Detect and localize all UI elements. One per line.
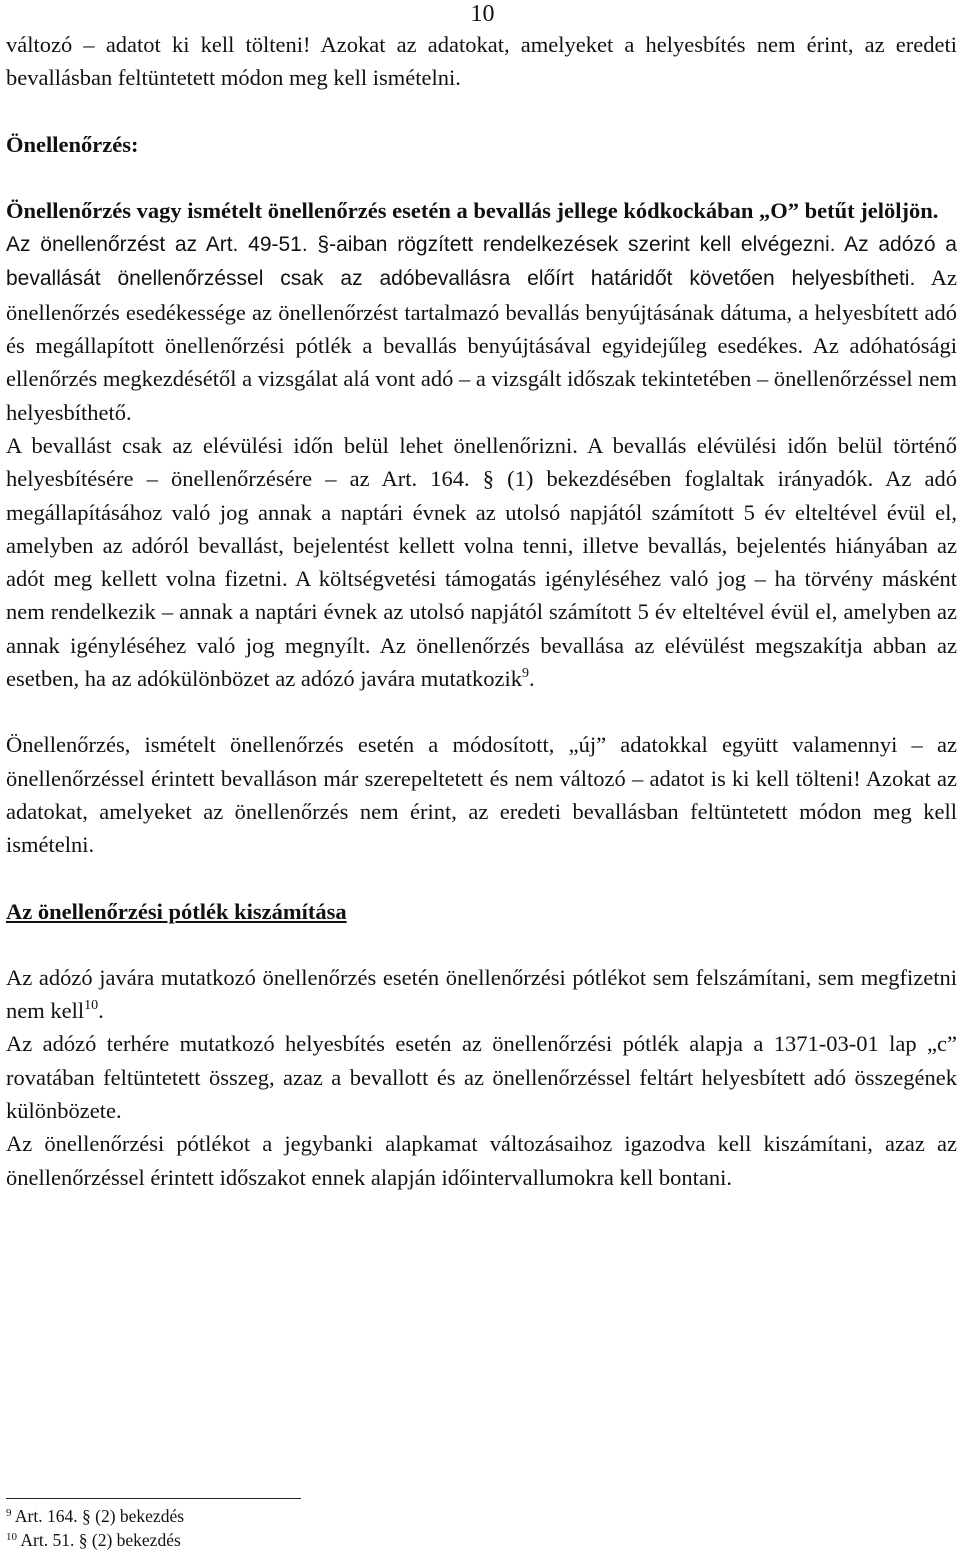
paragraph-esedekesseg-text: Az önellenőrzés esedékessége az önellenőrzést tartalmazó bevallás benyújtásának dátuma, a helyesbített adó és megállapított önellenőrzési pótlék a bevallás benyújtásával egyidejűleg esedékes. Az adóhatósági ellenőrzés megkezdésétől a vizsgálat alá vont adó – a vizsgált időszak tekintetében – önellenőrzéssel nem helyesbíthető.	[6, 265, 957, 425]
paragraph-javara	[6, 961, 957, 1028]
document-body	[6, 28, 957, 1194]
paragraph-elevules	[6, 429, 957, 695]
footnote-item	[6, 1528, 184, 1552]
page-number: 10	[470, 1, 495, 27]
heading-potlek-text: Az önellenőrzési pótlék kiszámítása	[6, 898, 347, 924]
footnotes	[6, 1504, 184, 1552]
paragraph-continuation: változó – adatot ki kell tölteni! Azokat az adatokat, amelyeket a helyesbítés nem érint, az eredeti bevallásban feltüntetett módon meg kell ismételni.	[6, 32, 957, 91]
paragraph-jelleg: Önellenőrzés vagy ismételt önellenőrzés esetén a bevallás jellege kódkockában „O” betűt jelöljön.	[6, 197, 939, 223]
footnote-text: Art. 51. § (2) bekezdés	[17, 1530, 181, 1550]
footnote-divider	[6, 1498, 301, 1499]
paragraph-javara-text: Az adózó javára mutatkozó önellenőrzés esetén önellenőrzési pótlékot sem felszámítani, sem megfizetni nem kell	[6, 964, 957, 1024]
paragraph-art-text: Az önellenőrzést az Art. 49-51. §-aiban rögzített rendelkezések szerint kell elvégezni. Az adózó a bevallását önellenőrzéssel csak az adóbevallásra előírt határidőt követően helyesbítheti.	[6, 233, 957, 291]
footnote-mark: 9	[6, 1507, 12, 1519]
paragraph-elevules-end: .	[529, 666, 535, 692]
footnote-text: Art. 164. § (2) bekezdés	[11, 1506, 185, 1526]
paragraph-alapkamat: Az önellenőrzési pótlékot a jegybanki alapkamat változásaihoz igazodva kell kiszámítani, azaz az önellenőrzéssel érintett időszakot ennek alapján időintervallumokra kell bontani.	[6, 1131, 957, 1190]
document-page	[6, 0, 957, 1559]
footnote-mark: 10	[6, 1531, 17, 1543]
footnote-ref-10[interactable]: 10	[84, 998, 99, 1014]
heading-potlek	[6, 895, 957, 928]
paragraph-esedekesseg	[6, 227, 957, 429]
footnote-item	[6, 1504, 184, 1528]
heading-onellenorzes: Önellenőrzés:	[6, 131, 139, 157]
footnote-ref-9[interactable]: 9	[522, 666, 530, 682]
paragraph-ismetelt: Önellenőrzés, ismételt önellenőrzés esetén a módosított, „új” adatokkal együtt valamennyi – az önellenőrzéssel érintett bevalláson már szerepeltetett és nem változó – adatot is ki kell tölteni! Azokat az adatokat, amelyeket az önellenőrzés nem érint, az eredeti bevallásban feltüntetett módon meg kell ismételni.	[6, 732, 957, 858]
paragraph-elevules-text: A bevallást csak az elévülési időn belül lehet önellenőrizni. A bevallás elévülési időn belül történő helyesbítésére – önellenőrzésére – az Art. 164. § (1) bekezdésében foglaltak irányadók. Az adó megállapításához való jog annak a naptári évnek az utolsó napjától számított 5 év elteltével évül el, amelyben az adóról bevallást, bejelentést kellett volna tenni, illetve bevallás, bejelentés hiányában az adót meg kellett volna fizetni. A költségvetési támogatás igényléséhez való jog – ha törvény másként nem rendelkezik – annak a naptári évnek az utolsó napjától számított 5 év elteltével évül el, amelyben az annak igényléséhez való jog megnyílt. Az önellenőrzés bevallása az elévülést megszakítja abban az esetben, ha az adókülönbözet az adózó javára mutatkozik	[6, 432, 957, 692]
paragraph-javara-end: .	[98, 998, 104, 1024]
paragraph-terhere: Az adózó terhére mutatkozó helyesbítés esetén az önellenőrzési pótlék alapja a 1371-03-01 lap „c” rovatában feltüntetett összeg, azaz a bevallott és az önellenőrzéssel feltárt helyesbített adó összegének különbözete.	[6, 1031, 957, 1124]
